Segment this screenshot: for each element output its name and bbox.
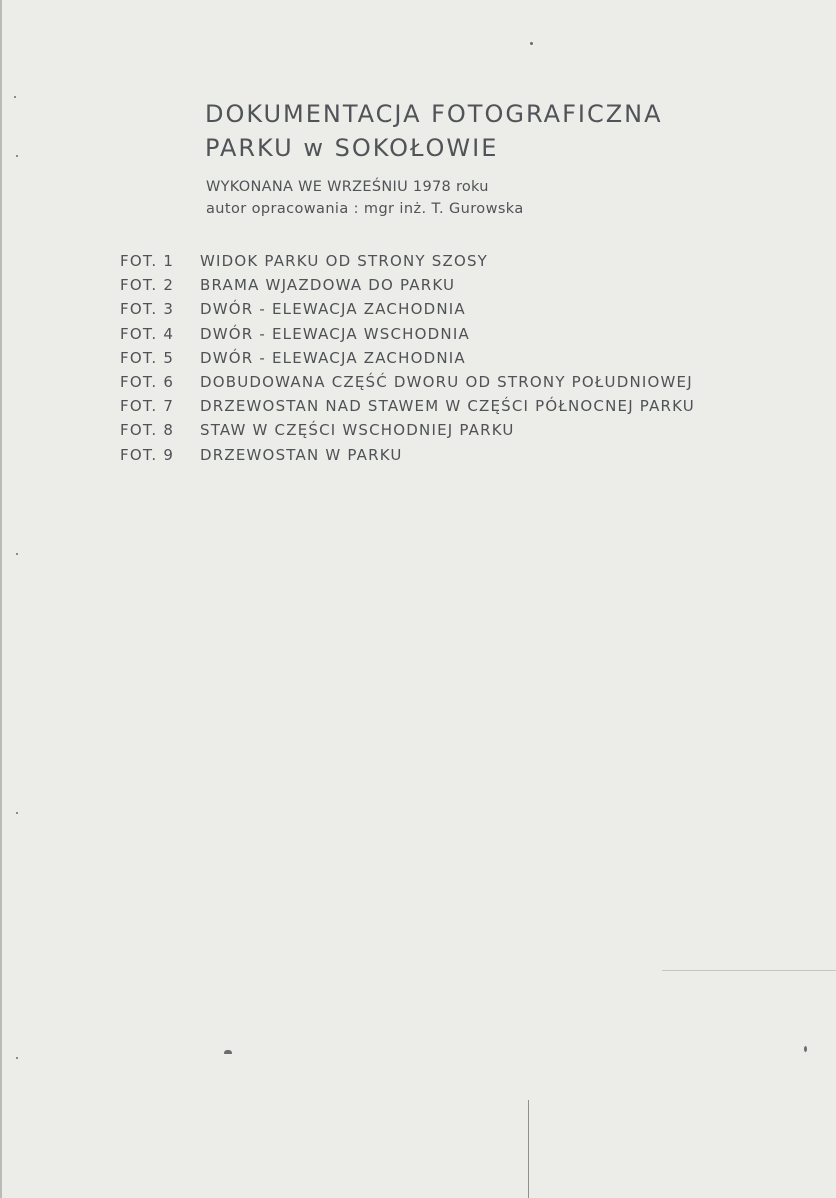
photo-label: FOT. 4 [120,324,175,343]
photo-caption: DWÓR - ELEWACJA ZACHODNIA [200,300,466,319]
photo-list [120,252,695,470]
photo-label: FOT. 9 [120,445,175,464]
photo-label: FOT. 2 [120,276,175,295]
photo-caption: DWÓR - ELEWACJA ZACHODNIA [200,348,466,367]
scan-fold-line [528,1100,529,1198]
photo-label: FOT. 8 [120,421,175,440]
document-subtitle-author: autor opracowania : mgr inż. T. Gurowska [206,201,524,217]
photo-caption: STAW W CZĘŚCI WSCHODNIEJ PARKU [200,421,515,440]
scan-speck [804,1046,807,1052]
photo-label: FOT. 1 [120,252,175,270]
scan-speck [16,155,18,157]
document-title-line-1: DOKUMENTACJA FOTOGRAFICZNA [205,100,663,128]
scan-speck [14,96,16,98]
list-item [120,276,695,300]
photo-label: FOT. 3 [120,300,175,319]
photo-caption: DWÓR - ELEWACJA WSCHODNIA [200,324,470,343]
photo-label: FOT. 6 [120,372,175,391]
list-item [120,252,695,276]
list-item [120,446,695,470]
list-item [120,325,695,349]
photo-caption: DOBUDOWANA CZĘŚĆ DWORU OD STRONY POŁUDNIOWEJ [200,372,693,391]
photo-caption: BRAMA WJAZDOWA DO PARKU [200,276,456,295]
list-item [120,373,695,397]
scan-speck [16,812,18,814]
document-subtitle-date: WYKONANA WE WRZEŚNIU 1978 roku [206,179,489,195]
photo-caption: WIDOK PARKU OD STRONY SZOSY [200,252,489,270]
photo-caption: DRZEWOSTAN W PARKU [200,445,403,464]
photo-label: FOT. 7 [120,397,175,416]
scan-speck [224,1050,232,1054]
list-item [120,300,695,324]
scan-fold-line [662,970,836,971]
list-item [120,421,695,445]
list-item [120,349,695,373]
list-item [120,397,695,421]
scan-speck [530,42,533,45]
photo-caption: DRZEWOSTAN NAD STAWEM W CZĘŚCI PÓŁNOCNEJ PARKU [200,397,695,416]
document-title-line-2: PARKU w SOKOŁOWIE [205,134,499,162]
photo-label: FOT. 5 [120,348,175,367]
scan-speck [16,553,18,555]
scan-speck [16,1057,18,1059]
